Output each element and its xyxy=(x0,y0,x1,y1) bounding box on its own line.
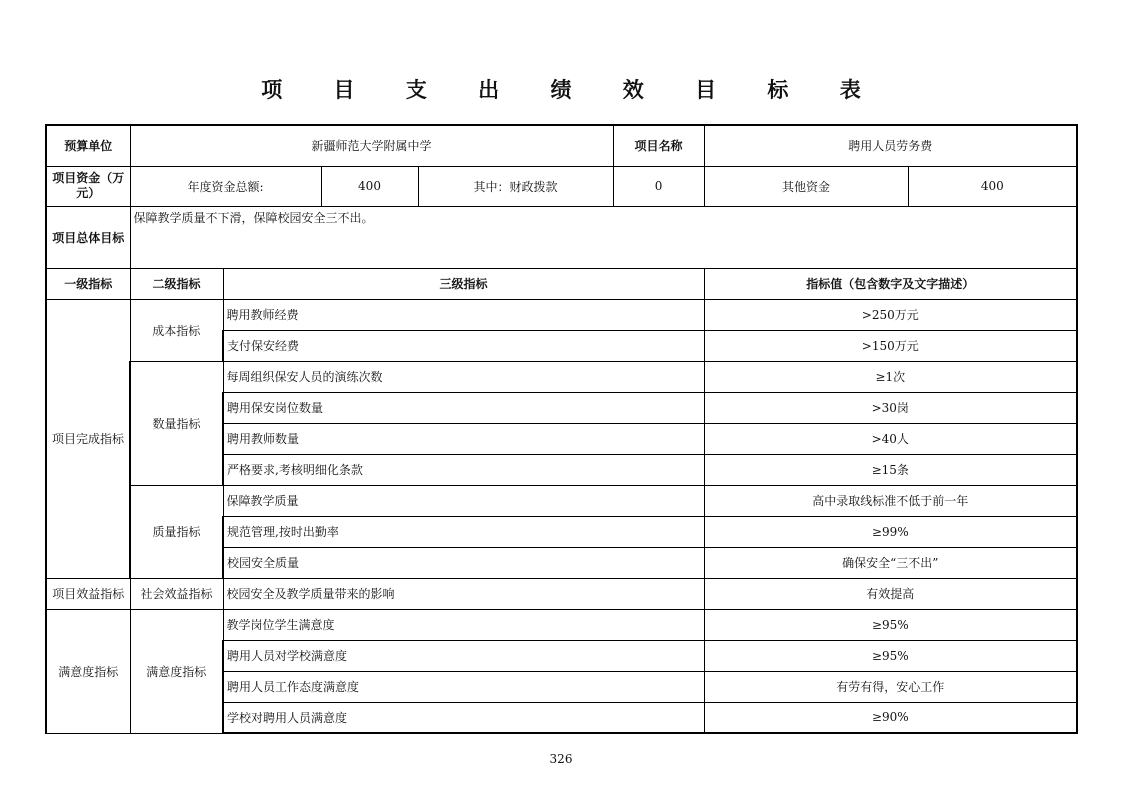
other-label: 其他资金 xyxy=(704,166,908,206)
indicator-cell: 严格要求,考核明细化条款 xyxy=(223,454,704,485)
indicator-cell: 支付保安经费 xyxy=(223,330,704,361)
value-cell: >40人 xyxy=(704,423,1077,454)
funds-label: 项目资金（万元） xyxy=(46,166,130,206)
indicator-cell: 规范管理,按时出勤率 xyxy=(223,516,704,547)
col-level3: 三级指标 xyxy=(223,268,704,299)
indicator-cell: 校园安全及教学质量带来的影响 xyxy=(223,578,704,609)
indicator-cell: 每周组织保安人员的演练次数 xyxy=(223,361,704,392)
indicator-cell: 聘用人员工作态度满意度 xyxy=(223,671,704,702)
column-header-row xyxy=(46,268,1077,299)
col-level1: 一级指标 xyxy=(46,268,130,299)
level1-satisfaction: 满意度指标 xyxy=(46,609,130,733)
value-cell: 有效提高 xyxy=(704,578,1077,609)
indicator-cell: 校园安全质量 xyxy=(223,547,704,578)
fiscal-value: 0 xyxy=(613,166,704,206)
indicator-cell: 聘用教师数量 xyxy=(223,423,704,454)
total-value: 400 xyxy=(321,166,418,206)
col-value: 指标值（包含数字及文字描述） xyxy=(704,268,1077,299)
header-row-goal xyxy=(46,206,1077,268)
value-cell: ≥95% xyxy=(704,609,1077,640)
indicator-cell: 保障教学质量 xyxy=(223,485,704,516)
level2-quality: 质量指标 xyxy=(130,485,223,578)
goal-value: 保障教学质量不下滑，保障校园安全三不出。 xyxy=(130,206,1077,268)
indicator-cell: 聘用保安岗位数量 xyxy=(223,392,704,423)
indicator-cell: 聘用教师经费 xyxy=(223,299,704,330)
total-label: 年度资金总额: xyxy=(130,166,321,206)
col-level2: 二级指标 xyxy=(130,268,223,299)
header-row-funds xyxy=(46,166,1077,206)
table-row xyxy=(46,299,1077,330)
table-row xyxy=(46,578,1077,609)
level2-cost: 成本指标 xyxy=(130,299,223,361)
level2-social: 社会效益指标 xyxy=(130,578,223,609)
value-cell: >30岗 xyxy=(704,392,1077,423)
budget-unit-label: 预算单位 xyxy=(46,125,130,166)
value-cell: ≥99% xyxy=(704,516,1077,547)
table-row xyxy=(46,361,1077,392)
page-title: 项 目 支 出 绩 效 目 标 表 xyxy=(261,78,883,102)
performance-table xyxy=(45,124,1078,734)
value-cell: >150万元 xyxy=(704,330,1077,361)
table-row xyxy=(46,609,1077,640)
project-name-value: 聘用人员劳务费 xyxy=(704,125,1077,166)
table-row xyxy=(46,485,1077,516)
indicator-cell: 学校对聘用人员满意度 xyxy=(223,702,704,733)
value-cell: 高中录取线标准不低于前一年 xyxy=(704,485,1077,516)
level2-satisfaction: 满意度指标 xyxy=(130,609,223,733)
value-cell: >250万元 xyxy=(704,299,1077,330)
level2-quantity: 数量指标 xyxy=(130,361,223,485)
value-cell: 有劳有得，安心工作 xyxy=(704,671,1077,702)
indicator-cell: 教学岗位学生满意度 xyxy=(223,609,704,640)
header-row-budget-unit xyxy=(46,125,1077,166)
value-cell: ≥95% xyxy=(704,640,1077,671)
indicator-cell: 聘用人员对学校满意度 xyxy=(223,640,704,671)
other-value: 400 xyxy=(908,166,1077,206)
page-number: 326 xyxy=(549,752,573,766)
value-cell: ≥1次 xyxy=(704,361,1077,392)
project-name-label: 项目名称 xyxy=(613,125,704,166)
level1-completion: 项目完成指标 xyxy=(46,299,130,578)
level1-benefit: 项目效益指标 xyxy=(46,578,130,609)
budget-unit-value: 新疆师范大学附属中学 xyxy=(130,125,613,166)
value-cell: 确保安全“三不出” xyxy=(704,547,1077,578)
value-cell: ≥15条 xyxy=(704,454,1077,485)
goal-label: 项目总体目标 xyxy=(46,206,130,268)
value-cell: ≥90% xyxy=(704,702,1077,733)
fiscal-label: 其中：财政拨款 xyxy=(418,166,613,206)
